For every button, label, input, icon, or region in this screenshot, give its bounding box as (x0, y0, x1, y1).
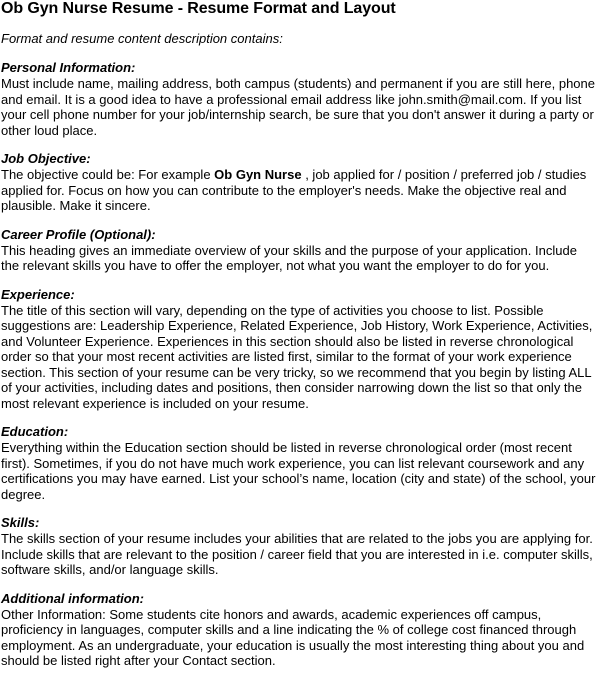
section-heading: Job Objective: (1, 151, 91, 166)
section-job-objective (1, 151, 600, 214)
section-body: The title of this section will vary, depending on the type of activities you choose to list. Possible suggestions are: Leadership Experience, Related Experience, Job History, Work Experience, Activities, and Volunteer Experience. Experiences in this section should also be listed in reverse chronological order so that your most recent activities are listed first, similar to the format of your work experience section. This section of your resume can be very tricky, so we recommend that you begin by listing ALL of your activities, including dates and positions, then consider narrowing down the list so that only the most relevant experience is included on your resume. (1, 302, 593, 411)
document-intro: Format and resume content description contains: (1, 31, 283, 46)
section-heading: Personal Information: (1, 60, 136, 75)
section-experience (1, 287, 600, 412)
section-heading: Education: (1, 424, 69, 439)
section-body: Everything within the Education section should be listed in reverse chronological order (most recent first). Sometimes, if you do not have much work experience, you can list relevant coursework and any certifications you may have earned. List your school’s name, location (city and state) of the school, your degree. (1, 440, 596, 502)
section-skills (1, 515, 600, 578)
section-personal-information (1, 60, 600, 138)
section-heading: Additional information: (1, 590, 144, 606)
section-education (1, 424, 600, 502)
section-body: Other Information: Some students cite honors and awards, academic experiences off campus, proficiency in languages, computer skills and a line indicating the % of college cost financed through employment. As an undergraduate, your education is usually the most interesting thing about you and should be listed right after your Contact section. (1, 606, 585, 668)
section-career-profile (1, 227, 600, 274)
section-body: This heading gives an immediate overview of your skills and the purpose of your application. Include the relevant skills you have to offer the employer, not what you want the employer to do for you. (1, 242, 577, 273)
document-title: Ob Gyn Nurse Resume - Resume Format and Layout (1, 0, 396, 17)
section-heading: Experience: (1, 286, 75, 302)
section-body: Must include name, mailing address, both campus (students) and permanent if you are still here, phone and email. It is a good idea to have a professional email address like john.smith@mail.com. If you list your cell phone number for your job/internship search, be sure that you don't answer it during a party or other loud place. (1, 76, 595, 138)
section-body (1, 167, 600, 214)
objective-job-title: Ob Gyn Nurse (214, 167, 302, 182)
section-heading: Career Profile (Optional): (1, 226, 156, 242)
section-body: The skills section of your resume includes your abilities that are related to the jobs you are applying for. Include skills that are relevant to the position / career field that you are interested in i.e. computer skills, software skills, and/or language skills. (1, 531, 593, 577)
section-additional-information (1, 591, 600, 669)
objective-text-after: , job applied for / position / preferred job / studies applied for. Focus on how you can contribute to the employer's needs. Make the objective real and plausible. Make it sincere. (1, 167, 587, 213)
section-heading: Skills: (1, 515, 40, 530)
objective-text-before: The objective could be: For example (1, 167, 215, 182)
